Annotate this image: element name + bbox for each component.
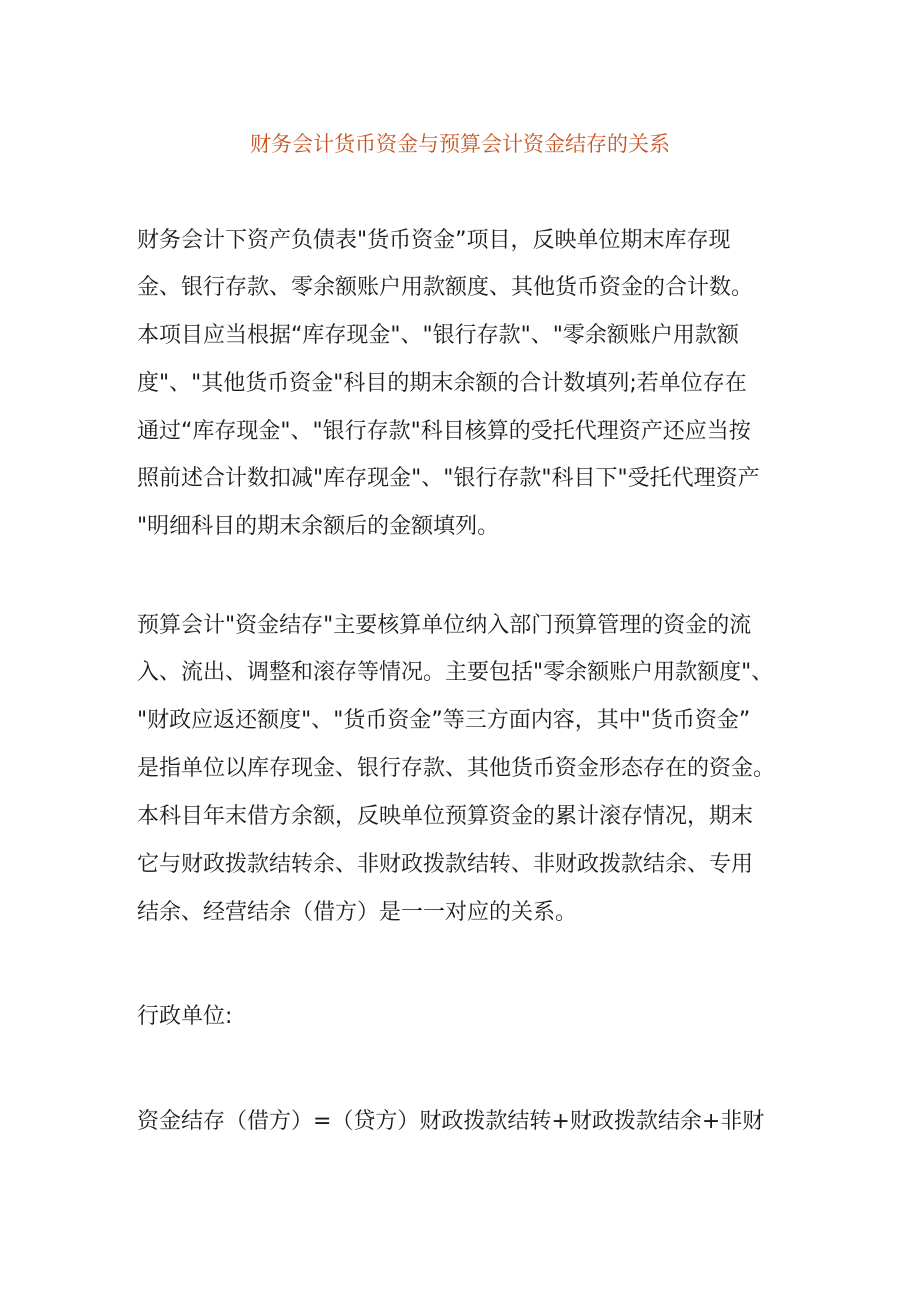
paragraph-line: 财务会计下资产负债表"货币资金”项目，反映单位期末库存现 xyxy=(137,228,731,253)
paragraph-line: 金、银行存款、零余额账户用款额度、其他货币资金的合计数。 xyxy=(137,275,754,300)
paragraph-line: 本科目年末借方余额，反映单位预算资金的累计滚存情况，期末 xyxy=(137,804,754,829)
paragraph-line: 度"、"其他货币资金"科目的期末余额的合计数填列;若单位存在 xyxy=(137,371,747,396)
paragraph-line: 照前述合计数扣减"库存现金"、"银行存款"科目下"受托代理资产 xyxy=(137,466,760,491)
paragraph-line: "明细科目的期末余额后的金额填列。 xyxy=(137,514,500,539)
paragraph-line: "财政应返还额度"、"货币资金”等三方面内容，其中"货币资金” xyxy=(137,708,751,733)
paragraph-line: 资金结存（借方）=（贷方）财政拨款结转+财政拨款结余+非财 xyxy=(137,1109,765,1134)
document-title: 财务会计货币资金与预算会计资金结存的关系 xyxy=(250,132,670,156)
paragraph-line: 入、流出、调整和滚存等情况。主要包括"零余额账户用款额度"、 xyxy=(137,660,774,685)
paragraph-line: 是指单位以库存现金、银行存款、其他货币资金形态存在的资金。 xyxy=(137,756,776,781)
paragraph-line: 本项目应当根据“库存现金"、"银行存款"、"零余额账户用款额 xyxy=(137,323,739,348)
paragraph-line: 结余、经营结余（借方）是一一对应的关系。 xyxy=(137,900,578,925)
paragraph-line: 它与财政拨款结转余、非财政拨款结转、非财政拨款结余、专用 xyxy=(137,852,754,877)
paragraph-line: 通过“库存现金"、"银行存款"科目核算的受托代理资产还应当按 xyxy=(137,419,751,444)
paragraph-line: 预算会计"资金结存"主要核算单位纳入部门预算管理的资金的流 xyxy=(137,613,752,638)
paragraph-line: 行政单位: xyxy=(137,1004,233,1029)
